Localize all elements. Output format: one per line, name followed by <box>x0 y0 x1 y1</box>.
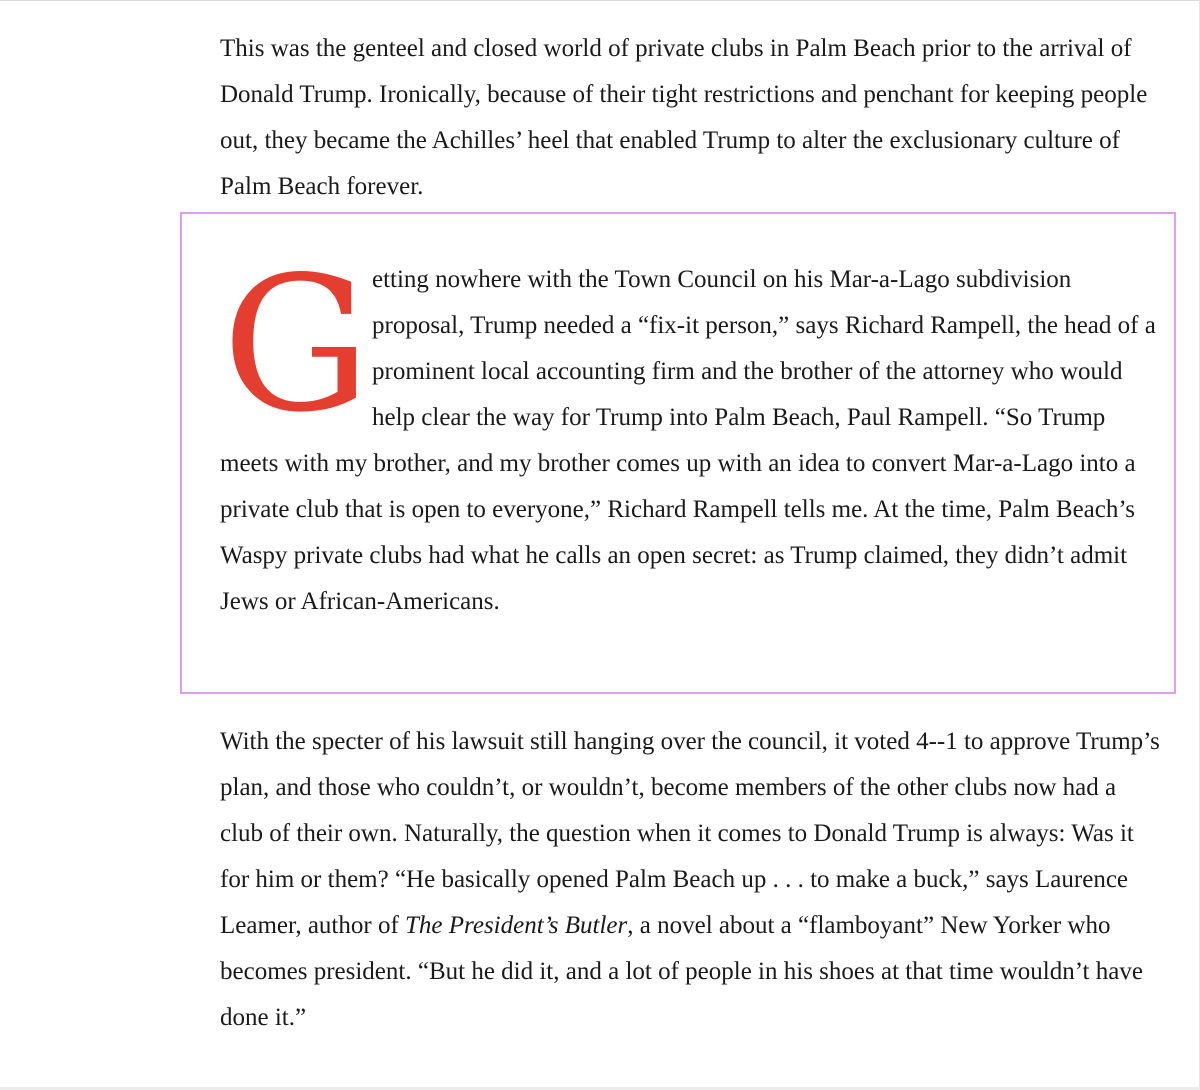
paragraph-conclusion <box>220 719 1165 1041</box>
highlighted-paragraph <box>220 236 1165 625</box>
paragraph-intro: This was the genteel and closed world of private clubs in Palm Beach prior to the arrival of Donald Trump. Ironically, because of their tight restrictions and penchant for keeping people out, they became the Achilles’ heel that enabled Trump to alter the exclusionary culture of Palm Beach forever. <box>220 35 1148 200</box>
top-border <box>0 0 1200 1</box>
paragraph-conclusion-text: With the specter of his lawsuit still hanging over the council, it voted 4--1 to approve Trump’s plan, and those who couldn’t, or wouldn’t, become members of the other clubs now had a club of their own. Naturally, the question when it comes to Donald Trump is always: Was it for him or them? “He basically opened Palm Beach up . . . to make a buck,” says Laurence Leamer, author of <box>220 728 1160 939</box>
drop-cap: G <box>222 236 371 453</box>
book-title: The President’s Butler <box>405 912 628 939</box>
paragraph-conclusion-tail: , a novel about a “flamboyant” New Yorker who becomes president. “But he did it, and a lot of people in his shoes at that time wouldn’t have done it.” <box>220 912 1143 1031</box>
highlighted-paragraph-text: etting nowhere with the Town Council on his Mar-a-Lago subdivision proposal, Trump needed a “fix-it person,” says Richard Rampell, the head of a prominent local accounting firm and the brother of the attorney who would help clear the way for Trump into Palm Beach, Paul Rampell. “So Trump meets with my brother, and my brother comes up with an idea to convert Mar-a-Lago into a private club that is open to everyone,” Richard Rampell tells me. At the time, Palm Beach’s Waspy private clubs had what he calls an open secret: as Trump claimed, they didn’t admit Jews or African-Americans. <box>220 266 1156 615</box>
